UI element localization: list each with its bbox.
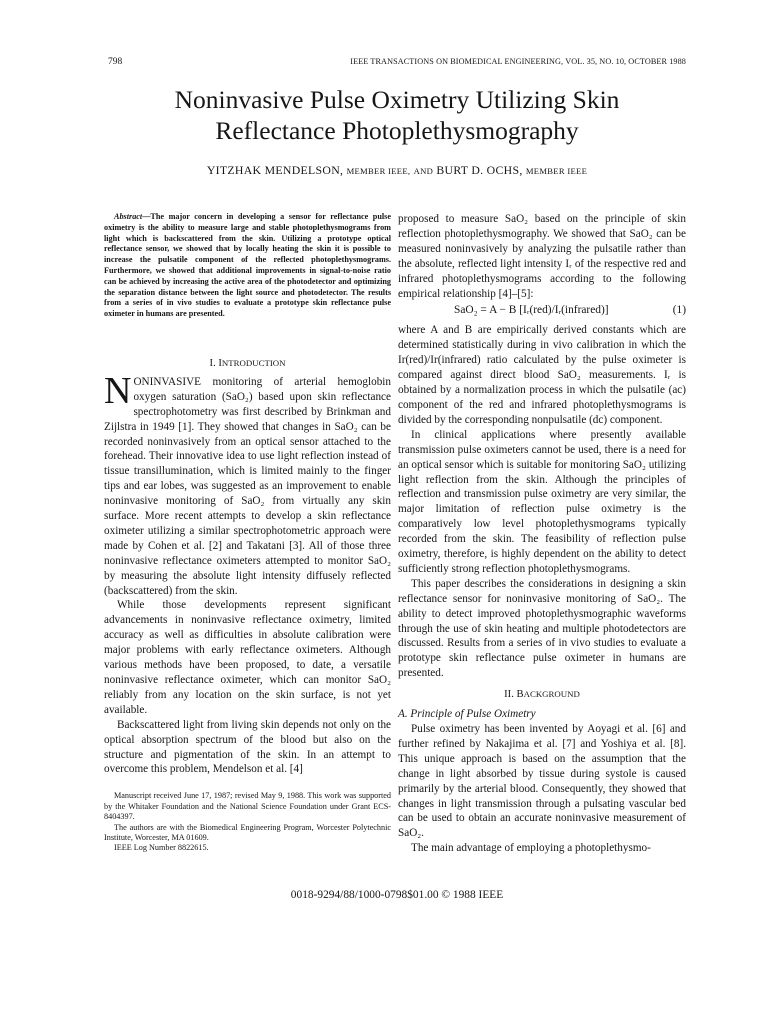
left-column (104, 212, 391, 854)
intro-paragraph-1-text: ONINVASIVE monitoring of arterial hemoglobin oxygen saturation (SaO₂) based upon skin reflectance spectrophotometry was first described by Brinkman and Zijlstra in 1949 [1]. They showed that changes in SaO₂ can be recorded noninvasively from an optical sensor attached to the forehead. Their innovative idea to use light reflection instead of tissue transillumination, which is limited mainly to the finger tips and ear lobes, was suggested as an improvement to enable noninvasive monitoring of SaO₂ from virtually any skin surface. More recent attempts to develop a skin reflectance oximeter utilizing a similar spectrophotometric approach were made by Cohen et al. [2] and Takatani [3]. All of those three noninvasive reflectance oximeters attempted to monitor SaO₂ by measuring the absolute light intensity diffusely reflected (backscattered) from the skin. (104, 375, 391, 597)
abstract-text: —The major concern in developing a sensor for reflectance pulse oximetry is the ability to measure large and stable photoplethysmograms from light which is backscattered from the skin. Utilizing a prototype optical reflectance sensor, we showed that by locally heating the skin it is possible to increase the pulsatile component of the reflected photoplethysmograms. Furthermore, we showed that additional improvements in signal-to-noise ratio can be achieved by increasing the active area of the photodetector and optimizing the separation distance between the light source and photodetector. The results from a series of in vivo studies to evaluate a prototype skin reflectance pulse oximeter in humans are presented. (104, 212, 391, 319)
section-1-heading-first: I (218, 357, 222, 369)
title-line-2: Reflectance Photoplethysmography (215, 116, 579, 145)
author-1: YITZHAK MENDELSON, (206, 163, 344, 177)
footnote-affiliation: The authors are with the Biomedical Engineering Program, Worcester Polytechnic Institute, Worcester, MA 01609. (104, 822, 391, 842)
right-paragraph-5: Pulse oximetry has been invented by Aoyagi et al. [6] and further refined by Nakajima et al. [7] and Yoshiya et al. [8]. This unique approach is based on the assumption that the change in light absorbed by tissue during systole is caused primarily by the arterial blood. Consequently, they showed that changes in light transmission through a pulsating vascular bed can be used to obtain an accurate noninvasive measurement of SaO₂. (398, 723, 686, 840)
subsection-heading: A. Principle of Pulse Oximetry (398, 708, 536, 721)
right-paragraph-6: The main advantage of employing a photoplethysmo- (411, 842, 651, 855)
right-paragraph-4: This paper describes the considerations in designing a skin reflectance sensor for noninvasive monitoring of SaO₂. The ability to detect improved photoplethysmographic waveforms through the use of skin heating and multiple photodetectors are discussed. Results from a series of in vivo studies to evaluate a prototype skin reflectance pulse oximeter in humans are presented. (398, 577, 686, 680)
equation-1 (398, 303, 686, 321)
equation-formula: SaO₂ = A − B [Iᵣ(red)/Iᵣ(infrared)] (454, 304, 609, 317)
footnote-manuscript: Manuscript received June 17, 1987; revised May 9, 1988. This work was supported by the Whitaker Foundation and the National Science Foundation under Grant ECS-8404397. (104, 791, 391, 822)
author-1-membership: MEMBER IEEE, (346, 166, 411, 176)
running-header (108, 57, 686, 71)
intro-paragraph-3: Backscattered light from living skin depends not only on the optical absorption spectrum of the blood but also on the structure and pigmentation of the skin. In an attempt to overcome this problem, Mendelson et al. [4] (104, 718, 391, 776)
right-paragraph-1: proposed to measure SaO₂ based on the principle of skin reflection photoplethysmography. We showed that SaO₂ can be measured noninvasively by analyzing the pulsatile rather than the absolute, reflected light intensity Iᵣ of the respective red and infrared photoplethysmograms according to the following empirical relationship [4]–[5]: (398, 213, 686, 300)
footnote-log-number: IEEE Log Number 8822615. (114, 843, 209, 853)
copyright-line: 0018-9294/88/1000-0798$01.00 © 1988 IEEE (290, 889, 504, 901)
footnote (104, 791, 391, 853)
abstract-label: Abstract (114, 212, 143, 221)
right-column (398, 212, 686, 856)
intro-paragraph-2: While those developments represent significant advancements in noninvasive reflectance oximetry, limited accuracy as well as difficulties in absolute calibration were major problems with early reflectance oximeters. Although various methods have been proposed, to date, a versatile noninvasive reflectance oximeter, which can monitor SaO₂ reliably from any location on the skin surface, is not yet available. (104, 599, 391, 716)
author-2-membership: MEMBER IEEE (525, 166, 588, 176)
section-2-numeral: II. (504, 689, 514, 701)
right-paragraph-3: In clinical applications where presently available transmission pulse oximeters cannot be used, there is a need for an optical sensor which is suitable for monitoring SaO₂ utilizing light reflection from the skin. Although the principles of reflection and transmission pulse oximetry are very similar, the major limitation of reflection pulse oximetry is the comparatively low level photoplethysmograms typically recorded from the skin. The feasibility of reflection pulse oximetry, therefore, is highly dependent on the ability to detect sufficiently strong reflection photoplethysmograms. (398, 428, 686, 575)
journal-title: IEEE TRANSACTIONS ON BIOMEDICAL ENGINEERING, VOL. 35, NO. 10, OCTOBER 1988 (350, 57, 686, 66)
page-number: 798 (108, 57, 123, 67)
abstract (104, 212, 391, 320)
section-2-heading-first: B (516, 689, 524, 701)
equation-number: (1) (672, 304, 686, 317)
section-2-heading-rest: ACKGROUND (523, 689, 580, 700)
section-1-numeral: I. (209, 357, 216, 369)
intro-paragraph-1 (104, 369, 391, 599)
author-conjunction: AND (413, 166, 434, 176)
section-1-heading-rest: NTRODUCTION (221, 357, 286, 368)
drop-cap: N (104, 369, 132, 412)
author-2: BURT D. OCHS, (436, 163, 523, 177)
title-line-1: Noninvasive Pulse Oximetry Utilizing Skin (174, 85, 620, 114)
right-paragraph-2: where A and B are empirically derived constants which are determined statistically during in vivo calibration in which the Ir(red)/Ir(infrared) ratio calculated by the pulse oximeter is compared against direct blood SaO₂ measurements. Iᵣ is obtained by a normalization process in which the pulsatile (ac) component of the red and infrared photoplethysmograms is divided by the corresponding nonpulsatile (dc) component. (398, 324, 686, 426)
author-line (108, 163, 686, 178)
section-1-heading (104, 356, 391, 372)
paper-title (108, 84, 686, 146)
section-2-heading (398, 687, 686, 703)
